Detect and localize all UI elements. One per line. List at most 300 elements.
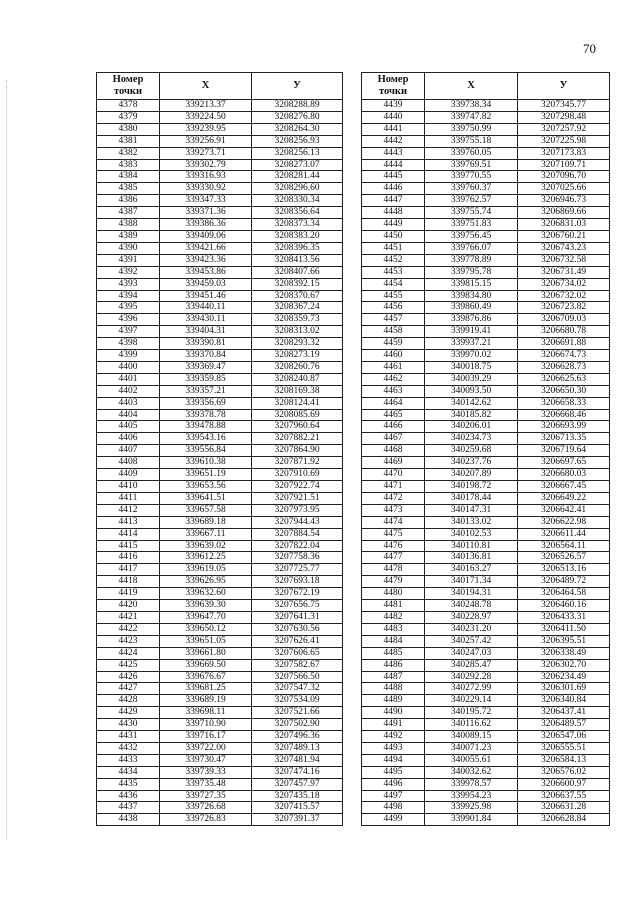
cell-point-number: 4381: [97, 135, 160, 147]
table-row: [97, 814, 343, 826]
cell-x: 340102.53: [425, 528, 518, 540]
cell-y: 3206709.03: [518, 314, 610, 326]
table-row: [362, 207, 610, 219]
cell-point-number: 4475: [362, 528, 425, 540]
table-row: [97, 373, 343, 385]
cell-y: 3208240.87: [252, 373, 343, 385]
cell-point-number: 4412: [97, 504, 160, 516]
table-row: [97, 100, 343, 112]
cell-y: 3206489.72: [518, 576, 610, 588]
cell-y: 3206301.69: [518, 683, 610, 695]
cell-x: 340234.73: [425, 433, 518, 445]
table-row: [362, 302, 610, 314]
cell-y: 3206433.31: [518, 611, 610, 623]
table-row: [97, 147, 343, 159]
table-row: [97, 742, 343, 754]
cell-point-number: 4450: [362, 230, 425, 242]
cell-x: 339770.55: [425, 171, 518, 183]
cell-x: 339747.82: [425, 111, 518, 123]
table-row: [97, 600, 343, 612]
cell-point-number: 4421: [97, 611, 160, 623]
cell-x: 339440.11: [160, 302, 252, 314]
cell-point-number: 4499: [362, 814, 425, 826]
cell-y: 3208264.30: [252, 123, 343, 135]
cell-point-number: 4402: [97, 385, 160, 397]
cell-x: 339834.80: [425, 290, 518, 302]
table-row: [362, 659, 610, 671]
table-row: [362, 219, 610, 231]
table-row: [362, 802, 610, 814]
table-row: [97, 635, 343, 647]
cell-x: 340163.27: [425, 564, 518, 576]
cell-x: 339639.30: [160, 600, 252, 612]
cell-point-number: 4432: [97, 742, 160, 754]
table-row: [97, 433, 343, 445]
table-row: [362, 719, 610, 731]
cell-y: 3206628.73: [518, 361, 610, 373]
cell-x: 340055.61: [425, 754, 518, 766]
cell-y: 3206760.21: [518, 230, 610, 242]
cell-x: 339726.83: [160, 814, 252, 826]
cell-y: 3207298.48: [518, 111, 610, 123]
cell-y: 3207391.37: [252, 814, 343, 826]
table-row: [362, 338, 610, 350]
cell-x: 340194.31: [425, 588, 518, 600]
table-row: [362, 230, 610, 242]
cell-x: 339641.51: [160, 492, 252, 504]
cell-x: 339735.48: [160, 778, 252, 790]
cell-x: 340032.62: [425, 766, 518, 778]
cell-x: 339224.50: [160, 111, 252, 123]
cell-point-number: 4477: [362, 552, 425, 564]
cell-x: 339689.19: [160, 695, 252, 707]
cell-y: 3206611.44: [518, 528, 610, 540]
cell-y: 3206395.51: [518, 635, 610, 647]
cell-x: 339760.37: [425, 183, 518, 195]
cell-point-number: 4488: [362, 683, 425, 695]
table-row: [97, 207, 343, 219]
cell-point-number: 4494: [362, 754, 425, 766]
cell-x: 340229.14: [425, 695, 518, 707]
cell-x: 339639.02: [160, 540, 252, 552]
cell-y: 3206731.49: [518, 266, 610, 278]
cell-y: 3206668.46: [518, 409, 610, 421]
cell-point-number: 4489: [362, 695, 425, 707]
cell-x: 339676.67: [160, 671, 252, 683]
cell-x: 339612.25: [160, 552, 252, 564]
table-row: [362, 600, 610, 612]
coordinates-table-right: [361, 72, 610, 826]
table-row: [97, 361, 343, 373]
table-row: [362, 814, 610, 826]
cell-y: 3208373.34: [252, 219, 343, 231]
binding-margin-dots: [6, 80, 8, 840]
cell-y: 3208281.44: [252, 171, 343, 183]
cell-y: 3206831.03: [518, 219, 610, 231]
cell-x: 339378.78: [160, 409, 252, 421]
cell-point-number: 4478: [362, 564, 425, 576]
cell-point-number: 4387: [97, 207, 160, 219]
cell-point-number: 4379: [97, 111, 160, 123]
table-row: [97, 659, 343, 671]
cell-point-number: 4385: [97, 183, 160, 195]
table-row: [97, 719, 343, 731]
cell-point-number: 4493: [362, 742, 425, 754]
cell-y: 3207626.41: [252, 635, 343, 647]
cell-y: 3207864.90: [252, 445, 343, 457]
cell-y: 3207973.95: [252, 504, 343, 516]
cell-x: 339698.11: [160, 707, 252, 719]
cell-point-number: 4495: [362, 766, 425, 778]
cell-y: 3207822.04: [252, 540, 343, 552]
cell-x: 339370.84: [160, 350, 252, 362]
table-row: [97, 802, 343, 814]
table-header-row: [362, 73, 610, 100]
table-row: [362, 552, 610, 564]
table-row: [362, 361, 610, 373]
table-row: [97, 731, 343, 743]
cell-x: 340136.81: [425, 552, 518, 564]
table-row: [362, 588, 610, 600]
table-row: [97, 111, 343, 123]
table-row: [97, 564, 343, 576]
cell-y: 3207582.67: [252, 659, 343, 671]
cell-y: 3206631.28: [518, 802, 610, 814]
cell-x: 339730.47: [160, 754, 252, 766]
cell-point-number: 4414: [97, 528, 160, 540]
cell-x: 339632.60: [160, 588, 252, 600]
cell-x: 339766.07: [425, 242, 518, 254]
cell-point-number: 4492: [362, 731, 425, 743]
table-row: [97, 457, 343, 469]
cell-y: 3206732.02: [518, 290, 610, 302]
cell-point-number: 4411: [97, 492, 160, 504]
cell-y: 3208313.02: [252, 326, 343, 338]
cell-point-number: 4393: [97, 278, 160, 290]
cell-point-number: 4496: [362, 778, 425, 790]
cell-point-number: 4441: [362, 123, 425, 135]
cell-y: 3207758.36: [252, 552, 343, 564]
cell-y: 3208256.13: [252, 147, 343, 159]
table-row: [97, 219, 343, 231]
cell-point-number: 4453: [362, 266, 425, 278]
cell-x: 340259.68: [425, 445, 518, 457]
cell-point-number: 4434: [97, 766, 160, 778]
cell-point-number: 4452: [362, 254, 425, 266]
cell-y: 3207489.13: [252, 742, 343, 754]
cell-point-number: 4425: [97, 659, 160, 671]
table-row: [97, 254, 343, 266]
table-row: [362, 278, 610, 290]
cell-point-number: 4378: [97, 100, 160, 112]
table-row: [97, 326, 343, 338]
cell-y: 3207960.64: [252, 421, 343, 433]
cell-point-number: 4448: [362, 207, 425, 219]
cell-x: 339451.46: [160, 290, 252, 302]
cell-y: 3207474.16: [252, 766, 343, 778]
cell-point-number: 4409: [97, 469, 160, 481]
cell-x: 340116.62: [425, 719, 518, 731]
cell-y: 3207457.97: [252, 778, 343, 790]
table-row: [362, 731, 610, 743]
cell-x: 339970.02: [425, 350, 518, 362]
table-row: [362, 457, 610, 469]
cell-x: 340285.47: [425, 659, 518, 671]
cell-x: 339669.50: [160, 659, 252, 671]
cell-x: 339647.70: [160, 611, 252, 623]
cell-point-number: 4443: [362, 147, 425, 159]
coordinates-table-left: [96, 72, 343, 826]
table-row: [97, 183, 343, 195]
cell-y: 3206697.65: [518, 457, 610, 469]
table-row: [362, 611, 610, 623]
table-row: [362, 254, 610, 266]
cell-point-number: 4470: [362, 469, 425, 481]
cell-y: 3208169.38: [252, 385, 343, 397]
cell-y: 3206547.06: [518, 731, 610, 743]
cell-y: 3206489.57: [518, 719, 610, 731]
cell-y: 3208260.76: [252, 361, 343, 373]
cell-y: 3206584.13: [518, 754, 610, 766]
table-row: [362, 111, 610, 123]
cell-y: 3206234.49: [518, 671, 610, 683]
cell-point-number: 4437: [97, 802, 160, 814]
cell-y: 3208396.35: [252, 242, 343, 254]
table-row: [97, 552, 343, 564]
cell-y: 3207025.66: [518, 183, 610, 195]
cell-y: 3207096.70: [518, 171, 610, 183]
cell-y: 3207257.92: [518, 123, 610, 135]
cell-point-number: 4463: [362, 385, 425, 397]
cell-x: 340039.29: [425, 373, 518, 385]
cell-x: 340237.76: [425, 457, 518, 469]
table-row: [97, 266, 343, 278]
cell-point-number: 4484: [362, 635, 425, 647]
table-row: [362, 647, 610, 659]
table-row: [97, 195, 343, 207]
cell-point-number: 4420: [97, 600, 160, 612]
table-row: [362, 683, 610, 695]
cell-x: 339404.31: [160, 326, 252, 338]
table-row: [97, 754, 343, 766]
cell-y: 3206869.66: [518, 207, 610, 219]
cell-x: 339876.86: [425, 314, 518, 326]
table-row: [362, 290, 610, 302]
cell-point-number: 4436: [97, 790, 160, 802]
table-row: [97, 230, 343, 242]
cell-point-number: 4460: [362, 350, 425, 362]
cell-point-number: 4406: [97, 433, 160, 445]
cell-y: 3206464.58: [518, 588, 610, 600]
header-point-number: Номер точки: [97, 73, 160, 100]
table-row: [362, 171, 610, 183]
cell-point-number: 4384: [97, 171, 160, 183]
cell-point-number: 4444: [362, 159, 425, 171]
table-row: [362, 409, 610, 421]
cell-x: 339347.33: [160, 195, 252, 207]
cell-point-number: 4474: [362, 516, 425, 528]
cell-x: 339213.37: [160, 100, 252, 112]
cell-x: 340171.34: [425, 576, 518, 588]
cell-x: 339256.91: [160, 135, 252, 147]
cell-x: 339739.33: [160, 766, 252, 778]
table-row: [97, 290, 343, 302]
cell-x: 340147.31: [425, 504, 518, 516]
table-row: [362, 159, 610, 171]
cell-x: 339653.56: [160, 481, 252, 493]
cell-y: 3207345.77: [518, 100, 610, 112]
table-row: [97, 123, 343, 135]
cell-point-number: 4476: [362, 540, 425, 552]
cell-point-number: 4413: [97, 516, 160, 528]
cell-y: 3206637.55: [518, 790, 610, 802]
cell-y: 3206460.16: [518, 600, 610, 612]
cell-point-number: 4455: [362, 290, 425, 302]
cell-x: 339478.88: [160, 421, 252, 433]
cell-point-number: 4417: [97, 564, 160, 576]
cell-x: 339657.58: [160, 504, 252, 516]
cell-y: 3207921.51: [252, 492, 343, 504]
table-row: [362, 385, 610, 397]
cell-y: 3207884.54: [252, 528, 343, 540]
cell-x: 340110.81: [425, 540, 518, 552]
table-row: [97, 576, 343, 588]
cell-x: 339925.98: [425, 802, 518, 814]
table-row: [97, 671, 343, 683]
cell-y: 3207109.71: [518, 159, 610, 171]
cell-x: 339681.25: [160, 683, 252, 695]
table-header-row: [97, 73, 343, 100]
cell-x: 340198.72: [425, 481, 518, 493]
cell-x: 339369.47: [160, 361, 252, 373]
cell-x: 339760.05: [425, 147, 518, 159]
table-row: [362, 516, 610, 528]
table-row: [97, 159, 343, 171]
cell-x: 340248.78: [425, 600, 518, 612]
cell-x: 339650.12: [160, 623, 252, 635]
cell-x: 340178.44: [425, 492, 518, 504]
cell-y: 3208085.69: [252, 409, 343, 421]
cell-x: 339423.36: [160, 254, 252, 266]
cell-y: 3207922.74: [252, 481, 343, 493]
cell-y: 3206732.58: [518, 254, 610, 266]
cell-point-number: 4459: [362, 338, 425, 350]
cell-x: 340206.01: [425, 421, 518, 433]
cell-point-number: 4403: [97, 397, 160, 409]
table-row: [362, 528, 610, 540]
cell-point-number: 4397: [97, 326, 160, 338]
table-row: [97, 481, 343, 493]
cell-x: 340142.62: [425, 397, 518, 409]
cell-point-number: 4396: [97, 314, 160, 326]
cell-y: 3207693.18: [252, 576, 343, 588]
cell-point-number: 4429: [97, 707, 160, 719]
cell-x: 339738.34: [425, 100, 518, 112]
cell-x: 339937.21: [425, 338, 518, 350]
cell-point-number: 4431: [97, 731, 160, 743]
cell-x: 340228.97: [425, 611, 518, 623]
cell-x: 339815.15: [425, 278, 518, 290]
cell-point-number: 4483: [362, 623, 425, 635]
cell-x: 339421.66: [160, 242, 252, 254]
cell-y: 3206338.49: [518, 647, 610, 659]
cell-y: 3207882.21: [252, 433, 343, 445]
table-row: [97, 492, 343, 504]
cell-point-number: 4395: [97, 302, 160, 314]
table-row: [97, 588, 343, 600]
cell-y: 3208356.64: [252, 207, 343, 219]
cell-point-number: 4467: [362, 433, 425, 445]
cell-point-number: 4480: [362, 588, 425, 600]
cell-y: 3208370.67: [252, 290, 343, 302]
cell-point-number: 4399: [97, 350, 160, 362]
table-row: [97, 278, 343, 290]
cell-x: 340093.50: [425, 385, 518, 397]
cell-point-number: 4464: [362, 397, 425, 409]
table-row: [97, 647, 343, 659]
table-row: [362, 564, 610, 576]
cell-x: 339453.86: [160, 266, 252, 278]
cell-point-number: 4454: [362, 278, 425, 290]
cell-point-number: 4430: [97, 719, 160, 731]
table-row: [97, 683, 343, 695]
table-row: [362, 314, 610, 326]
table-row: [362, 766, 610, 778]
cell-point-number: 4466: [362, 421, 425, 433]
table-row: [97, 695, 343, 707]
cell-point-number: 4408: [97, 457, 160, 469]
cell-x: 339795.78: [425, 266, 518, 278]
cell-y: 3208359.73: [252, 314, 343, 326]
cell-y: 3208293.32: [252, 338, 343, 350]
cell-x: 339430.11: [160, 314, 252, 326]
table-row: [97, 790, 343, 802]
cell-y: 3206691.88: [518, 338, 610, 350]
cell-y: 3206713.35: [518, 433, 610, 445]
cell-y: 3207630.56: [252, 623, 343, 635]
cell-x: 339755.74: [425, 207, 518, 219]
table-row: [97, 242, 343, 254]
table-row: [362, 183, 610, 195]
cell-x: 340018.75: [425, 361, 518, 373]
cell-point-number: 4457: [362, 314, 425, 326]
header-y: У: [518, 73, 610, 100]
cell-point-number: 4398: [97, 338, 160, 350]
cell-y: 3206649.22: [518, 492, 610, 504]
cell-point-number: 4481: [362, 600, 425, 612]
cell-point-number: 4445: [362, 171, 425, 183]
cell-y: 3206513.16: [518, 564, 610, 576]
cell-x: 339778.89: [425, 254, 518, 266]
table-row: [97, 385, 343, 397]
cell-point-number: 4390: [97, 242, 160, 254]
cell-x: 339978.57: [425, 778, 518, 790]
cell-x: 339751.83: [425, 219, 518, 231]
table-row: [97, 611, 343, 623]
cell-x: 339316.93: [160, 171, 252, 183]
cell-y: 3208392.15: [252, 278, 343, 290]
cell-point-number: 4485: [362, 647, 425, 659]
cell-y: 3208296.60: [252, 183, 343, 195]
cell-x: 339901.84: [425, 814, 518, 826]
table-row: [362, 481, 610, 493]
table-row: [97, 528, 343, 540]
table-row: [97, 314, 343, 326]
cell-y: 3207910.69: [252, 469, 343, 481]
table-row: [362, 778, 610, 790]
cell-x: 339860.49: [425, 302, 518, 314]
cell-x: 340071.23: [425, 742, 518, 754]
